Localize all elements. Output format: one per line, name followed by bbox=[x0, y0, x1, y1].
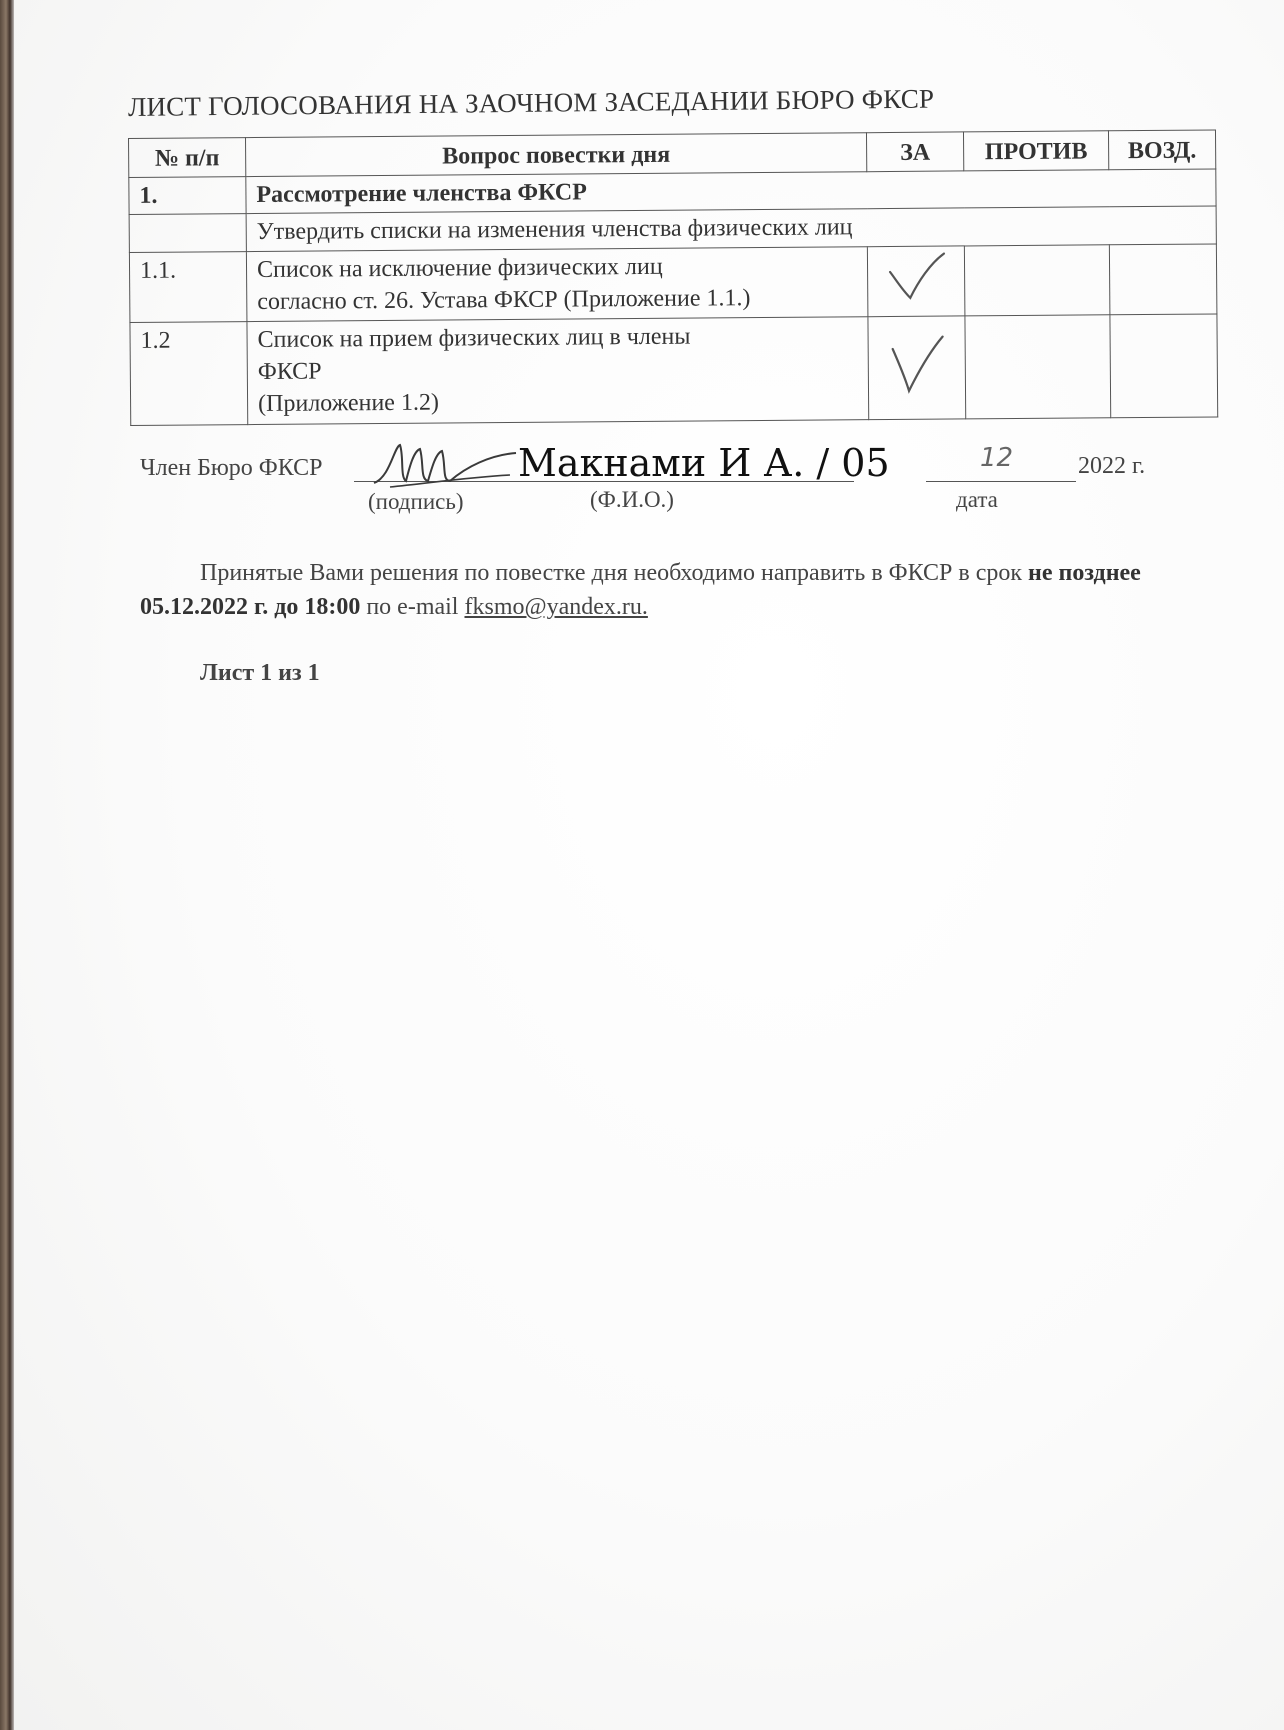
date-handwritten: 12 bbox=[980, 443, 1014, 473]
empty-cell bbox=[129, 214, 246, 252]
item-question-line: Список на прием физических лиц в члены bbox=[257, 323, 691, 353]
document-title: ЛИСТ ГОЛОСОВАНИЯ НА ЗАОЧНОМ ЗАСЕДАНИИ БЮРО ФКСР bbox=[127, 83, 935, 122]
vote-abstain-cell[interactable] bbox=[1109, 244, 1217, 315]
caption-date: дата bbox=[956, 487, 998, 512]
notice-text: по e-mail bbox=[360, 594, 465, 621]
section-subtitle: Утвердить списки на изменения членства физических лиц bbox=[246, 206, 1216, 251]
vote-abstain-cell[interactable] bbox=[1110, 314, 1218, 418]
checkmark-icon bbox=[885, 330, 950, 395]
member-label: Член Бюро ФКСР bbox=[140, 455, 323, 481]
item-question-line: Список на исключение физических лиц bbox=[256, 253, 663, 283]
vote-for-cell[interactable] bbox=[867, 246, 965, 317]
date-year: 2022 г. bbox=[1078, 453, 1146, 479]
caption-signature: (подпись) bbox=[368, 489, 464, 514]
vote-against-cell[interactable] bbox=[965, 314, 1111, 418]
caption-name: (Ф.И.О.) bbox=[590, 487, 674, 512]
item-number: 1.1. bbox=[129, 251, 247, 322]
vote-against-cell[interactable] bbox=[964, 245, 1110, 316]
notice-text: Принятые Вами решения по повестке дня необходимо направить в ФКСР в срок bbox=[200, 560, 1029, 586]
table-row bbox=[129, 244, 1217, 322]
notice-deadline: не позднее 05.12.2022 г. до 18:00 bbox=[140, 560, 1141, 621]
date-underline bbox=[926, 481, 1076, 482]
voting-table bbox=[128, 129, 1218, 425]
item-question bbox=[246, 246, 868, 321]
item-number: 1.2 bbox=[130, 321, 248, 425]
signature-line bbox=[140, 441, 1200, 525]
header-question: Вопрос повестки дня bbox=[246, 133, 867, 177]
notice-paragraph bbox=[140, 556, 1200, 624]
notice-email-link[interactable]: fksmo@yandex.ru. bbox=[464, 594, 648, 621]
checkmark-icon bbox=[884, 250, 948, 303]
item-question bbox=[247, 316, 869, 424]
item-question-line: (Приложение 1.2) bbox=[257, 389, 439, 418]
table-row bbox=[130, 314, 1218, 426]
header-abstain: ВОЗД. bbox=[1108, 130, 1215, 170]
header-for: ЗА bbox=[866, 132, 963, 172]
section-number: 1. bbox=[129, 177, 246, 215]
item-question-line: согласно ст. 26. Устава ФКСР (Приложение 1.1.) bbox=[257, 285, 751, 316]
sheet-number: Лист 1 из 1 bbox=[200, 660, 320, 686]
section-title: Рассмотрение членства ФКСР bbox=[246, 169, 1216, 214]
vote-for-cell[interactable] bbox=[868, 315, 966, 419]
member-name: Макнами И А. / 05 bbox=[518, 441, 890, 485]
header-number: № п/п bbox=[129, 138, 246, 178]
header-against: ПРОТИВ bbox=[963, 131, 1108, 171]
item-question-line: ФКСР bbox=[257, 358, 322, 385]
